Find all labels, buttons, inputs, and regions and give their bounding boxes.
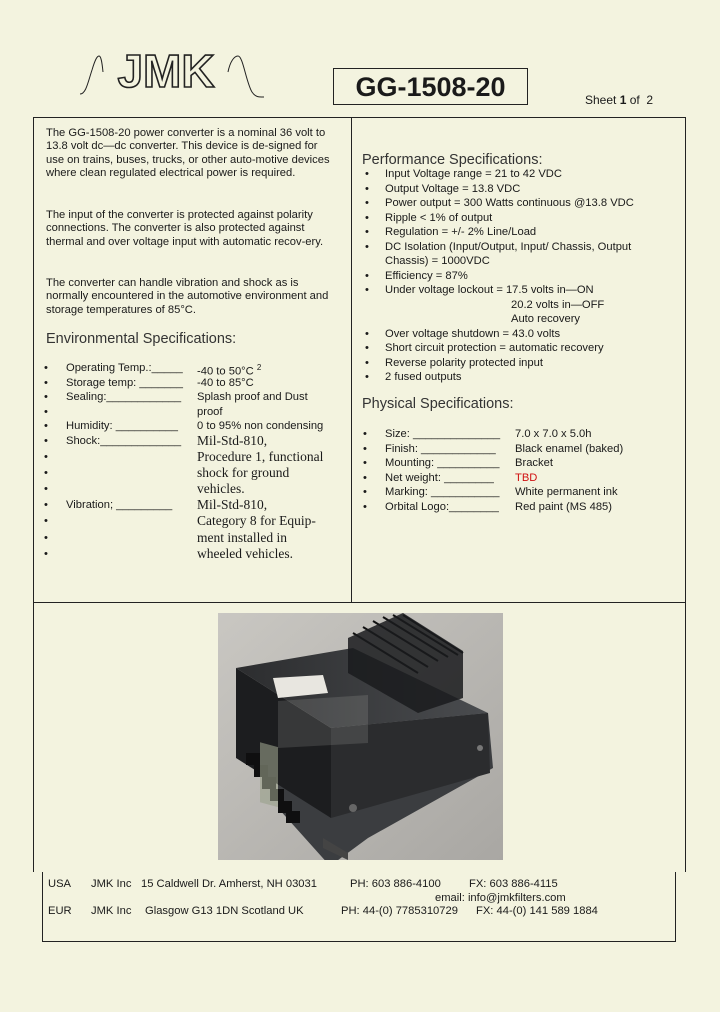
bullet: •: [44, 376, 48, 389]
environmental-value: [197, 514, 316, 529]
intro-paragraph-2: The input of the converter is protected against polarity connections. The converter is also protected against thermal and over voltage input with automatic recov-ery.: [46, 209, 324, 248]
environmental-row: [44, 466, 344, 482]
document-title: GG-1508-20: [333, 68, 528, 105]
performance-list: [365, 167, 683, 385]
jmk-logo: [78, 42, 266, 112]
environmental-row: [44, 434, 344, 450]
environmental-row: [44, 482, 344, 498]
physical-value: White permanent ink: [515, 486, 618, 498]
environmental-heading: Environmental Specifications:: [46, 331, 237, 347]
physical-list: [363, 427, 681, 514]
bullet: •: [363, 500, 367, 513]
environmental-value-text: Procedure 1, functional: [197, 448, 324, 464]
performance-item-text: 20.2 volts in—OFF: [511, 298, 605, 311]
bullet: •: [44, 434, 48, 447]
physical-value: Bracket: [515, 457, 553, 469]
physical-label: Size: ______________: [385, 428, 501, 440]
environmental-value-text: Mil-Std-810,: [197, 497, 268, 513]
environmental-label: Shock:_____________: [66, 434, 182, 447]
physical-row: [363, 471, 681, 486]
footer-usa-company: JMK Inc: [91, 878, 132, 890]
performance-item: [365, 211, 683, 226]
environmental-value: [197, 434, 267, 449]
physical-label: Marking: ___________: [385, 486, 500, 498]
footer-eur-address: Glasgow G13 1DN Scotland UK: [145, 905, 304, 917]
environmental-label: Storage temp: _______: [66, 376, 183, 389]
environmental-value: [197, 498, 267, 513]
footer-usa-fax: FX: 603 886-4115: [469, 878, 558, 890]
environmental-value-text: vehicles.: [197, 481, 245, 497]
bullet: •: [365, 371, 369, 383]
environmental-row: [44, 547, 344, 563]
physical-label: Finish: ____________: [385, 442, 496, 455]
environmental-value: [197, 376, 254, 391]
performance-item-text: Output Voltage = 13.8 VDC: [385, 182, 521, 195]
physical-label: Orbital Logo:________: [385, 500, 499, 513]
performance-item-text: Under voltage lockout = 17.5 volts in—ON: [385, 284, 594, 296]
performance-item-text: Ripple < 1% of output: [385, 211, 493, 224]
performance-item-text: Regulation = +/- 2% Line/Load: [385, 226, 537, 238]
bullet: •: [365, 327, 369, 340]
physical-row: [363, 500, 681, 515]
bullet: •: [365, 182, 369, 195]
environmental-row: [44, 361, 344, 376]
intro-paragraph-1: The GG-1508-20 power converter is a nominal 36 volt to 13.8 volt dc—dc converter. This device is de-signed for use on trains, buses, trucks, or other auto-motive devices where clean regulated electrical power is required.: [46, 127, 330, 180]
bullet: •: [44, 391, 48, 403]
sheet-indicator: Sheet 1 of 2: [585, 93, 654, 107]
physical-label: Mounting: __________: [385, 457, 500, 469]
performance-item-text: Input Voltage range = 21 to 42 VDC: [385, 168, 562, 180]
bullet: •: [363, 486, 367, 498]
bullet: •: [365, 168, 369, 180]
footer-eur-region: EUR: [48, 905, 72, 917]
footer-email[interactable]: email: info@jmkfilters.com: [435, 892, 566, 904]
performance-item-text: Chassis) = 1000VDC: [385, 255, 490, 267]
bullet: •: [363, 428, 367, 440]
bullet: •: [44, 531, 48, 544]
environmental-value: [197, 547, 293, 562]
environmental-value-text: -40 to 85°C: [197, 376, 254, 389]
bullet: •: [363, 457, 367, 469]
performance-heading: Performance Specifications:: [362, 152, 543, 168]
bullet: •: [365, 269, 369, 282]
bullet: •: [363, 442, 367, 455]
footer-eur-company: JMK Inc: [91, 905, 132, 917]
bullet: •: [44, 420, 48, 432]
environmental-value: [197, 405, 223, 420]
bullet: •: [44, 483, 48, 496]
performance-item: [365, 370, 683, 385]
bullet: •: [363, 471, 367, 484]
performance-item-text: Power output = 300 Watts continuous @13.8 VDC: [385, 197, 634, 209]
environmental-value: [197, 390, 308, 405]
environmental-value: [197, 531, 287, 546]
superscript: 2: [256, 363, 262, 372]
bullet: •: [44, 547, 48, 560]
physical-label: Net weight: ________: [385, 471, 494, 484]
performance-item: [365, 341, 683, 356]
performance-item: [365, 254, 683, 269]
environmental-row: [44, 450, 344, 466]
physical-value: Black enamel (baked): [515, 442, 624, 455]
environmental-row: [44, 405, 344, 420]
bullet: •: [44, 466, 48, 479]
bullet: •: [365, 342, 369, 354]
performance-item: [365, 327, 683, 342]
physical-row: [363, 442, 681, 457]
bullet: •: [44, 515, 48, 528]
logo-text: JMK: [117, 45, 215, 97]
performance-item: [365, 240, 683, 255]
footer-usa-phone: PH: 603 886-4100: [350, 878, 441, 890]
environmental-row: [44, 390, 344, 405]
environmental-value: [197, 419, 323, 434]
environmental-value: [197, 482, 245, 497]
environmental-value-text: proof: [197, 405, 223, 418]
environmental-list: [44, 361, 344, 563]
environmental-value-text: shock for ground: [197, 464, 290, 480]
environmental-value-text: Category 8 for Equip-: [197, 513, 316, 529]
bullet: •: [44, 405, 48, 418]
performance-item: [365, 283, 683, 298]
bullet: •: [44, 499, 48, 512]
footer-usa-address: 15 Caldwell Dr. Amherst, NH 03031: [141, 878, 317, 890]
intro-paragraph-3: The converter can handle vibration and shock as is normally encountered in the automotive environment and storage temperatures of 85°C.: [46, 277, 329, 316]
physical-row: [363, 485, 681, 500]
bullet: •: [365, 211, 369, 224]
performance-item: [365, 298, 683, 313]
performance-item-text: Reverse polarity protected input: [385, 356, 543, 369]
bullet: •: [44, 450, 48, 463]
environmental-label: Sealing:____________: [66, 391, 182, 403]
performance-item: [365, 312, 683, 327]
performance-item-text: DC Isolation (Input/Output, Input/ Chassis, Output: [385, 240, 632, 253]
environmental-value-text: -40 to 50°C: [197, 365, 254, 378]
column-divider: [351, 117, 352, 603]
environmental-row: [44, 531, 344, 547]
bullet: •: [365, 240, 369, 253]
physical-row: [363, 427, 681, 442]
environmental-label: Vibration; _________: [66, 499, 173, 512]
environmental-value: [197, 450, 323, 465]
performance-item-text: Short circuit protection = automatic recovery: [385, 342, 604, 354]
bullet: •: [365, 197, 369, 209]
environmental-label: Operating Temp.:_____: [66, 362, 183, 374]
bullet: •: [365, 226, 369, 238]
bullet: •: [365, 284, 369, 296]
environmental-value: [197, 466, 289, 481]
performance-item: [365, 356, 683, 371]
performance-item: [365, 269, 683, 284]
physical-value: Red paint (MS 485): [515, 500, 613, 513]
footer-eur-fax: FX: 44-(0) 141 589 1884: [476, 905, 598, 917]
environmental-value-text: wheeled vehicles.: [197, 545, 293, 561]
footer-usa-region: USA: [48, 878, 72, 890]
physical-value: TBD: [515, 471, 538, 484]
environmental-value-text: 0 to 95% non condensing: [197, 420, 324, 432]
environmental-value-text: Splash proof and Dust: [197, 391, 308, 403]
physical-row: [363, 456, 681, 471]
physical-value: 7.0 x 7.0 x 5.0h: [515, 428, 592, 440]
physical-heading: Physical Specifications:: [362, 396, 514, 412]
environmental-row: [44, 514, 344, 530]
environmental-row: [44, 419, 344, 434]
environmental-value-text: ment installed in: [197, 529, 287, 545]
performance-item-text: Auto recovery: [511, 313, 581, 325]
environmental-row: [44, 376, 344, 391]
performance-item-text: Over voltage shutdown = 43.0 volts: [385, 327, 561, 340]
performance-item: [365, 182, 683, 197]
bullet: •: [365, 356, 369, 369]
performance-item: [365, 225, 683, 240]
environmental-row: [44, 498, 344, 514]
environmental-value-text: Mil-Std-810,: [197, 432, 268, 448]
performance-item-text: Efficiency = 87%: [385, 269, 468, 282]
environmental-label: Humidity: __________: [66, 420, 178, 432]
performance-item: [365, 167, 683, 182]
performance-item-text: 2 fused outputs: [385, 371, 462, 383]
product-photo: [218, 613, 503, 860]
footer-eur-phone: PH: 44-(0) 7785310729: [341, 905, 458, 917]
bullet: •: [44, 362, 48, 374]
performance-item: [365, 196, 683, 211]
